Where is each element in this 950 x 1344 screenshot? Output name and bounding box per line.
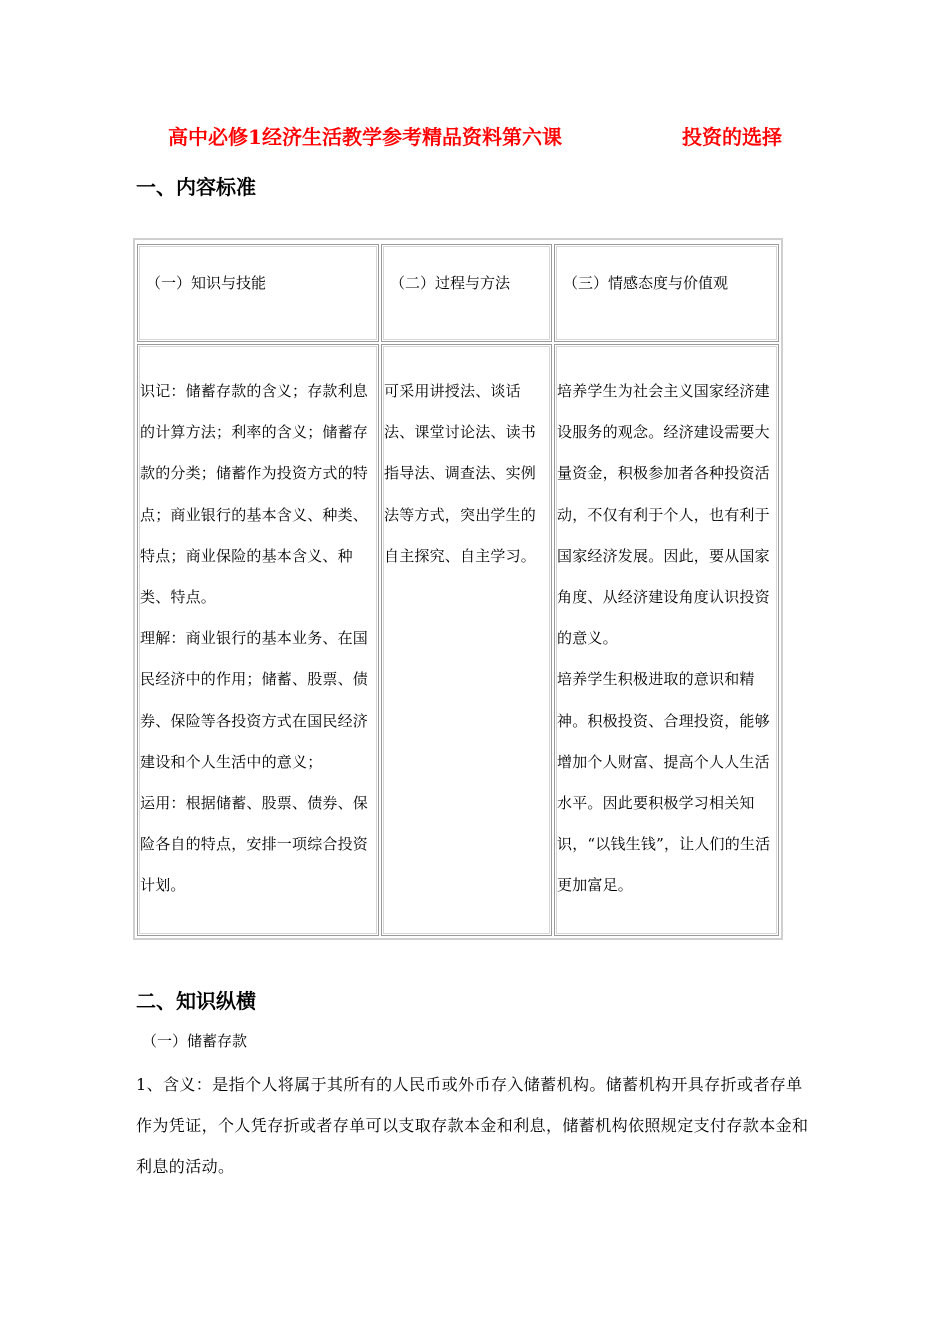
content-standard-table [133,238,783,940]
body-paragraph: 1、含义：是指个人将属于其所有的人民币或外币存入储蓄机构。储蓄机构开具存折或者存单作为凭证，个人凭存折或者存单可以支取存款本金和利息，储蓄机构依照规定支付存款本金和利息的活动。 [136,1075,809,1176]
cell-paragraph: 培养学生为社会主义国家经济建设服务的观念。经济建设需要大量资金，积极参加者各种投资活动，不仅有利于个人，也有利于国家经济发展。因此，要从国家角度、从经济建设角度认识投资的意义。 [557,382,770,648]
cell-paragraph: 运用：根据储蓄、股票、债券、保险各自的特点，安排一项综合投资计划。 [140,794,369,895]
table-header-process [381,244,552,342]
cell-paragraph: 培养学生积极进取的意识和精神。积极投资、合理投资，能够增加个人财富、提高个人人生活水平。因此要积极学习相关知识，“以钱生钱”，让人们的生活更加富足。 [557,670,771,895]
section-heading-content-standard: 一、内容标准 [136,175,256,199]
section-heading-knowledge: 二、知识纵横 [136,989,256,1013]
table-cell-knowledge [137,344,379,936]
table-header-attitude [554,244,779,342]
table-header-knowledge [137,244,379,342]
table-cell-attitude [554,344,779,936]
title-part-1: 高中必修1经济生活教学参考精品资料第六课 [168,125,562,149]
header-label: （一）知识与技能 [146,274,267,292]
document-title [140,124,810,150]
cell-paragraph: 识记：储蓄存款的含义；存款利息的计算方法；利率的含义；储蓄存款的分类；储蓄作为投资方式的特点；商业银行的基本含义、种类、特点；商业保险的基本含义、种类、特点。 [140,382,369,607]
table-cell-process [381,344,552,936]
subsection-heading-savings: （一）储蓄存款 [142,1032,248,1050]
cell-paragraph: 可采用讲授法、谈话法、课堂讨论法、读书指导法、调查法、实例法等方式，突出学生的自主探究、自主学习。 [384,382,537,565]
header-label: （三）情感态度与价值观 [563,274,729,292]
cell-paragraph: 理解：商业银行的基本业务、在国民经济中的作用；储蓄、股票、债券、保险等各投资方式在国民经济建设和个人生活中的意义； [140,629,369,771]
title-part-2: 投资的选择 [681,125,782,149]
header-label: （二）过程与方法 [390,274,511,292]
